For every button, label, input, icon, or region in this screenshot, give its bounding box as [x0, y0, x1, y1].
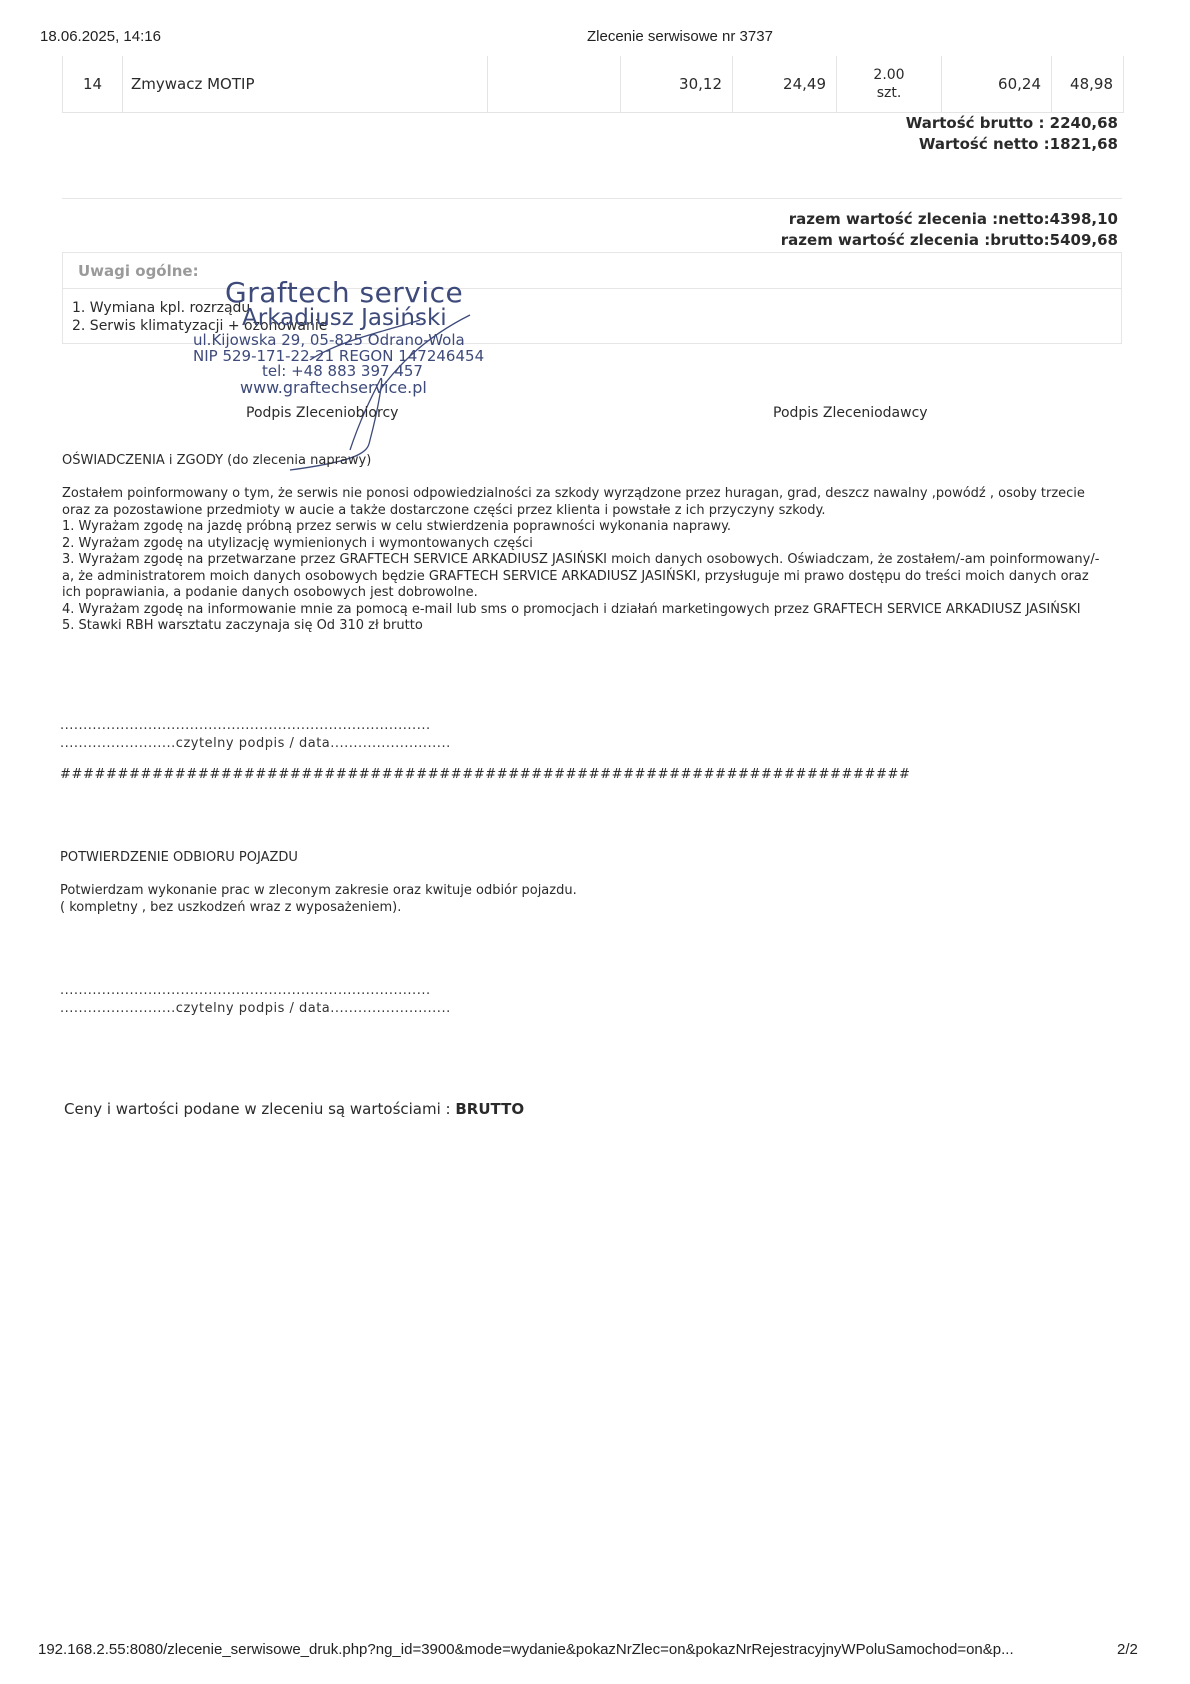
contractor-signature-label: Podpis Zleceniodawcy	[773, 405, 928, 421]
stamp-company: Graftech service	[225, 276, 464, 309]
item-total-brutto: 60,24	[942, 56, 1052, 112]
section-total-brutto: Wartość brutto : 2240,68	[905, 114, 1118, 132]
remark-item-1: 1. Wymiana kpl. rozrządu	[72, 300, 251, 316]
item-quantity	[837, 56, 942, 112]
order-total-netto: razem wartość zlecenia :netto:4398,10	[788, 210, 1118, 228]
print-url: 192.168.2.55:8080/zlecenie_serwisowe_druk.php?ng_id=3900&mode=wydanie&pokazNrZlec=on&pokazNrRejestracyjnyWPoluSamochod=on&p...	[38, 1641, 1014, 1658]
declaration-item-4: 4. Wyrażam zgodę na informowanie mnie za pomocą e-mail lub sms o promocjach i działań marketingowych przez GRAFTECH SERVICE ARKADIUSZ JASIŃSKI	[62, 601, 1081, 617]
pickup-heading: POTWIERDZENIE ODBIORU POJAZDU	[60, 850, 298, 865]
signature-dots-1: ................................................................................	[60, 718, 431, 733]
stamp-web: www.graftechservice.pl	[240, 378, 427, 397]
remarks-header-border	[62, 288, 1122, 289]
item-name: Zmywacz MOTIP	[123, 56, 488, 112]
pickup-line-2: ( kompletny , bez uszkodzeń wraz z wyposażeniem).	[60, 900, 402, 915]
stamp-owner: Arkadiusz Jasiński	[242, 305, 447, 331]
remarks-left-border	[62, 252, 63, 344]
item-lp: 14	[63, 56, 123, 112]
declaration-item-5: 5. Stawki RBH warsztatu zaczynaja się Od 310 zł brutto	[62, 618, 423, 633]
remark-item-2: 2. Serwis klimatyzacji + ozonowanie	[72, 318, 328, 334]
item-qty-value: 2.00	[873, 67, 905, 83]
remarks-right-border	[1121, 252, 1122, 344]
item-total-netto: 48,98	[1070, 75, 1113, 93]
declaration-item-3: 3. Wyrażam zgodę na przetwarzane przez GRAFTECH SERVICE ARKADIUSZ JASIŃSKI moich danych osobowych. Oświadczam, że zostałem/-am poinformowany/-a, że administratorem moich danych osobowych będzie GRAFTECH SERVICE ARKADIUSZ JASIŃSKI, przysługuje mi prawo dostępu do treści moich danych oraz ich poprawiania, a podanie danych osobowych jest dobrowolne.	[62, 552, 1100, 600]
remarks-top-border	[62, 252, 1122, 253]
declarations-body	[62, 486, 1102, 635]
stamp-ids: NIP 529-171-22-21 REGON 147246454	[193, 347, 485, 365]
print-page-title: Zlecenie serwisowe nr 3737	[587, 28, 773, 45]
stamp-address: ul.Kijowska 29, 05-825 Odrano-Wola	[193, 331, 465, 349]
signature-dots-2: ................................................................................	[60, 983, 431, 998]
item-row	[62, 56, 1124, 113]
prices-note	[64, 1100, 524, 1118]
section-total-netto: Wartość netto :1821,68	[918, 135, 1118, 153]
declarations-heading: OŚWIADCZENIA i ZGODY (do zlecenia naprawy)	[62, 453, 372, 468]
prices-note-text: Ceny i wartości podane w zleceniu są wartościami :	[64, 1100, 456, 1118]
item-empty-col	[488, 56, 621, 112]
pickup-line-1: Potwierdzam wykonanie prac w zleconym zakresie oraz kwituje odbiór pojazdu.	[60, 883, 577, 898]
divider	[62, 198, 1122, 199]
declaration-item-1: 1. Wyrażam zgodę na jazdę próbną przez serwis w celu stwierdzenia poprawności wykonania naprawy.	[62, 519, 732, 534]
item-price-netto: 24,49	[733, 56, 837, 112]
print-timestamp: 18.06.2025, 14:16	[40, 28, 161, 45]
signature-label-2: .........................czytelny podpis / data..........................	[60, 1001, 451, 1016]
signature-label-1: .........................czytelny podpis / data..........................	[60, 736, 451, 751]
declaration-item-2: 2. Wyrażam zgodę na utylizację wymienionych i wymontowanych części	[62, 535, 533, 551]
stamp-phone: tel: +48 883 397 457	[262, 362, 423, 380]
prices-note-emphasis: BRUTTO	[455, 1100, 525, 1118]
declaration-intro: Zostałem poinformowany o tym, że serwis nie ponosi odpowiedzialności za szkody wyrządzone przez huragan, grad, deszcz nawalny ,powódź , osoby trzecie oraz za pozostawione przedmioty w aucie a także dostarczone części przez klienta i powstałe z ich przyczyny szkody.	[62, 486, 1085, 518]
print-page-number: 2/2	[1117, 1641, 1138, 1658]
hash-separator: ##########################################################################	[60, 767, 911, 782]
client-signature-label: Podpis Zleceniobiorcy	[246, 405, 399, 421]
item-price-brutto: 30,12	[621, 56, 733, 112]
remarks-heading: Uwagi ogólne:	[78, 262, 199, 280]
order-total-brutto: razem wartość zlecenia :brutto:5409,68	[780, 231, 1118, 249]
item-qty-unit: szt.	[876, 85, 902, 101]
